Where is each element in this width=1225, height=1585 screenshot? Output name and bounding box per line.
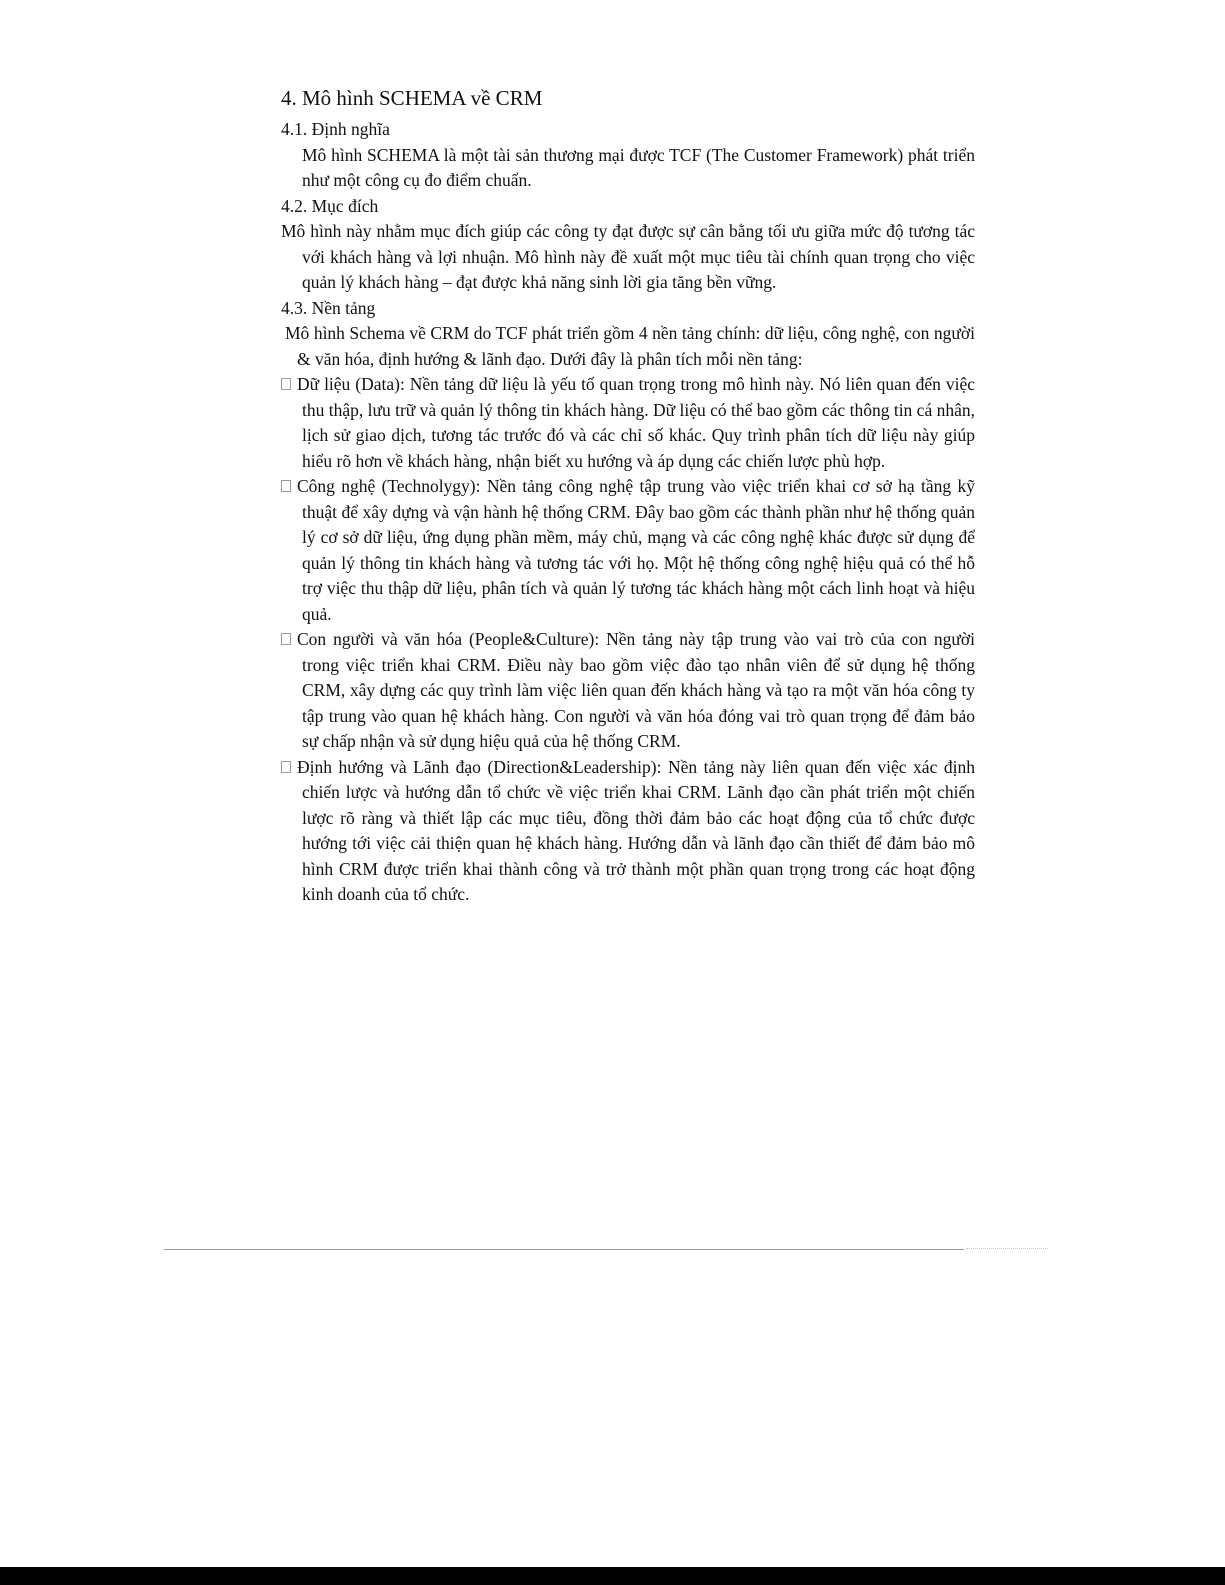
page-footer-dotted-line bbox=[966, 1248, 1048, 1249]
bullet-item-direction-leadership bbox=[281, 755, 975, 908]
bullet-text-data: Dữ liệu (Data): Nền tảng dữ liệu là yếu tố quan trọng trong mô hình này. Nó liên quan đến việc thu thập, lưu trữ và quản lý thông tin khách hàng. Dữ liệu có thể bao gồm các thông tin cá nhân, lịch sử giao dịch, tương tác trước đó và các chỉ số khác. Quy trình phân tích dữ liệu này giúp hiểu rõ hơn về khách hàng, nhận biết xu hướng và áp dụng các chiến lược phù hợp. bbox=[297, 374, 975, 471]
checkbox-square-icon bbox=[281, 761, 291, 773]
bullet-item-technology bbox=[281, 474, 975, 627]
bullet-text-technology: Công nghệ (Technolygy): Nền tảng công nghệ tập trung vào việc triển khai cơ sở hạ tầng kỹ thuật để xây dựng và vận hành hệ thống CRM. Đây bao gồm các thành phần như hệ thống quản lý cơ sở dữ liệu, ứng dụng phần mềm, máy chủ, mạng và các công nghệ khác được sử dụng để quản lý thông tin khách hàng và tương tác với họ. Một hệ thống công nghệ hiệu quả có thể hỗ trợ việc thu thập dữ liệu, phân tích và quản lý tương tác khách hàng một cách linh hoạt và hiệu quả. bbox=[297, 476, 975, 624]
checkbox-square-icon bbox=[281, 378, 291, 390]
bullet-item-data bbox=[281, 372, 975, 474]
section-paragraph-foundation: Mô hình Schema về CRM do TCF phát triển gồm 4 nền tảng chính: dữ liệu, công nghệ, con người & văn hóa, định hướng & lãnh đạo. Dưới đây là phân tích mỗi nền tảng: bbox=[285, 323, 975, 369]
bullet-text-direction-leadership: Định hướng và Lãnh đạo (Direction&Leadership): Nền tảng này liên quan đến việc xác định chiến lược và hướng dẫn tổ chức về việc triển khai CRM. Lãnh đạo cần phát triển một chiến lược rõ ràng và thiết lập các mục tiêu, đồng thời đảm bảo các hoạt động của tổ chức được hướng tới việc cải thiện quan hệ khách hàng. Hướng dẫn và lãnh đạo cần thiết để đảm bảo mô hình CRM được triển khai thành công và trở thành một phần quan trọng trong các hoạt động kinh doanh của tổ chức. bbox=[297, 756, 975, 904]
section-paragraph-purpose: Mô hình này nhằm mục đích giúp các công ty đạt được sự cân bằng tối ưu giữa mức độ tương tác với khách hàng và lợi nhuận. Mô hình này đề xuất một mục tiêu tài chính quan trọng cho việc quản lý khách hàng – đạt được khả năng sinh lời gia tăng bền vững. bbox=[281, 221, 975, 292]
section-paragraph-definition: Mô hình SCHEMA là một tài sản thương mại được TCF (The Customer Framework) phát triển như một công cụ đo điểm chuẩn. bbox=[302, 144, 975, 190]
section-heading-foundation: 4.3. Nền tảng bbox=[281, 297, 376, 318]
bullet-text-people-culture: Con người và văn hóa (People&Culture): Nền tảng này tập trung vào vai trò của con người trong việc triển khai CRM. Điều này bao gồm việc đào tạo nhân viên để sử dụng hệ thống CRM, xây dựng các quy trình làm việc liên quan đến khách hàng và tạo ra một văn hóa công ty tập trung vào quan hệ khách hàng. Con người và văn hóa đóng vai trò quan trọng để đảm bảo sự chấp nhận và sử dụng hiệu quả của hệ thống CRM. bbox=[297, 629, 975, 751]
document-body bbox=[281, 84, 975, 908]
checkbox-square-icon bbox=[281, 633, 291, 645]
document-title: 4. Mô hình SCHEMA về CRM bbox=[281, 86, 543, 110]
bullet-item-people-culture bbox=[281, 627, 975, 755]
checkbox-square-icon bbox=[281, 480, 291, 492]
page-bottom-edge bbox=[0, 1567, 1225, 1585]
page-footer-divider bbox=[164, 1249, 964, 1250]
section-heading-definition: 4.1. Định nghĩa bbox=[281, 119, 390, 139]
section-heading-purpose: 4.2. Mục đích bbox=[281, 195, 379, 216]
